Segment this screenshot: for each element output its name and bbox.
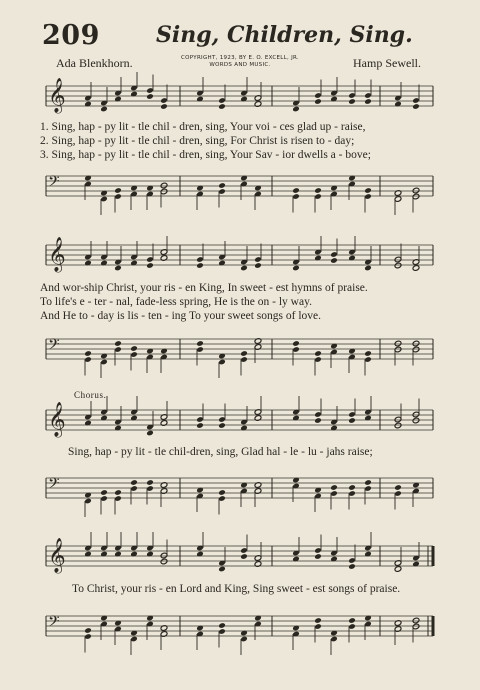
note-head [114, 489, 122, 496]
note-head [218, 103, 226, 110]
note-head [364, 479, 372, 486]
treble-clef: 𝄞 [48, 402, 66, 437]
note-head [146, 262, 154, 269]
note-head [330, 484, 338, 491]
note-head [348, 417, 356, 424]
note-head [364, 265, 372, 272]
note-head [240, 553, 248, 560]
note-head [146, 93, 154, 100]
author-credit: Ada Blenkhorn. [56, 56, 133, 70]
note-head [218, 622, 226, 629]
note-head [218, 422, 226, 429]
note-head [314, 617, 322, 624]
note-head [314, 553, 322, 560]
note-head [100, 106, 108, 113]
bass-clef: 𝄢 [48, 475, 60, 496]
note-head [394, 566, 402, 573]
note-head [412, 187, 420, 194]
note-head [330, 257, 338, 264]
note-head [292, 340, 300, 347]
lyric-line: To Christ, your ris - en Lord and King, Sing sweet - est songs of praise. [72, 583, 401, 595]
note-head [412, 617, 420, 624]
note-head [348, 563, 356, 570]
note-head [196, 422, 204, 429]
note-head [412, 417, 420, 424]
note-head [314, 98, 322, 105]
chorus-label: Chorus. [74, 390, 107, 400]
note-head [160, 103, 168, 110]
lyric-line: And wor-ship Christ, your ris - en King, In sweet - est hymns of praise. [40, 282, 368, 294]
note-head [84, 350, 92, 357]
note-head [394, 484, 402, 491]
lyric-line: 1. Sing, hap - py lit - tle chil - dren, sing, Your voi - ces glad up - raise, [40, 121, 366, 133]
note-head [348, 484, 356, 491]
lyric-line: 2. Sing, hap - py lit - tle chil - dren, sing, For Christ is risen to - day; [40, 135, 355, 147]
note-head [160, 182, 168, 189]
note-head [146, 430, 154, 437]
lyric-line: And He to - day is lis - ten - ing To your sweet songs of love. [40, 310, 322, 322]
note-head [364, 98, 372, 105]
copyright-line: WORDS AND MUSIC. [209, 62, 271, 68]
note-head [364, 187, 372, 194]
bass-staff [0, 168, 480, 208]
hymn-number: 209 [42, 20, 100, 51]
treble-clef: 𝄞 [48, 237, 66, 272]
note-head [348, 617, 356, 624]
copyright-notice [160, 55, 320, 69]
note-head [114, 340, 122, 347]
note-head [146, 479, 154, 486]
note-head [160, 558, 168, 565]
composer-credit: Hamp Sewell. [353, 56, 421, 70]
note-head [240, 350, 248, 357]
treble-clef: 𝄞 [48, 538, 66, 573]
note-head [314, 350, 322, 357]
bass-clef: 𝄢 [48, 613, 60, 634]
note-head [254, 262, 262, 269]
note-head [364, 350, 372, 357]
lyric-line: Sing, hap - py lit - tle chil-dren, sing, Glad hal - le - lu - jahs raise; [68, 446, 373, 458]
note-head [240, 265, 248, 272]
lyric-line: 3. Sing, hap - py lit - tle chil - dren, sing, Your Sav - ior dwells a - bove; [40, 149, 371, 161]
lyric-line: To life's e - ter - nal, fade-less spring, He is the on - ly way. [40, 296, 312, 308]
note-head [100, 489, 108, 496]
note-head [394, 340, 402, 347]
note-head [218, 489, 226, 496]
note-head [130, 479, 138, 486]
note-head [412, 103, 420, 110]
copyright-line: COPYRIGHT, 1923, BY E. O. EXCELL, JR. [181, 55, 299, 61]
note-head [130, 345, 138, 352]
hymn-title: Sing, Children, Sing. [156, 22, 413, 48]
note-head [314, 417, 322, 424]
note-head [218, 566, 226, 573]
treble-clef: 𝄞 [48, 78, 66, 113]
treble-staff [0, 538, 480, 578]
note-head [394, 262, 402, 269]
treble-staff [0, 237, 480, 277]
bass-staff [0, 608, 480, 648]
note-head [114, 265, 122, 272]
bass-clef: 𝄢 [48, 336, 60, 357]
note-head [314, 187, 322, 194]
note-head [84, 627, 92, 634]
note-head [394, 422, 402, 429]
note-head [292, 187, 300, 194]
note-head [292, 106, 300, 113]
note-head [196, 262, 204, 269]
note-head [348, 98, 356, 105]
note-head [412, 340, 420, 347]
note-head [292, 265, 300, 272]
note-head [114, 187, 122, 194]
note-head [218, 182, 226, 189]
treble-staff [0, 402, 480, 442]
bass-clef: 𝄢 [48, 173, 60, 194]
treble-staff [0, 78, 480, 118]
bass-staff [0, 331, 480, 371]
note-head [412, 265, 420, 272]
bass-staff [0, 470, 480, 510]
note-head [196, 340, 204, 347]
